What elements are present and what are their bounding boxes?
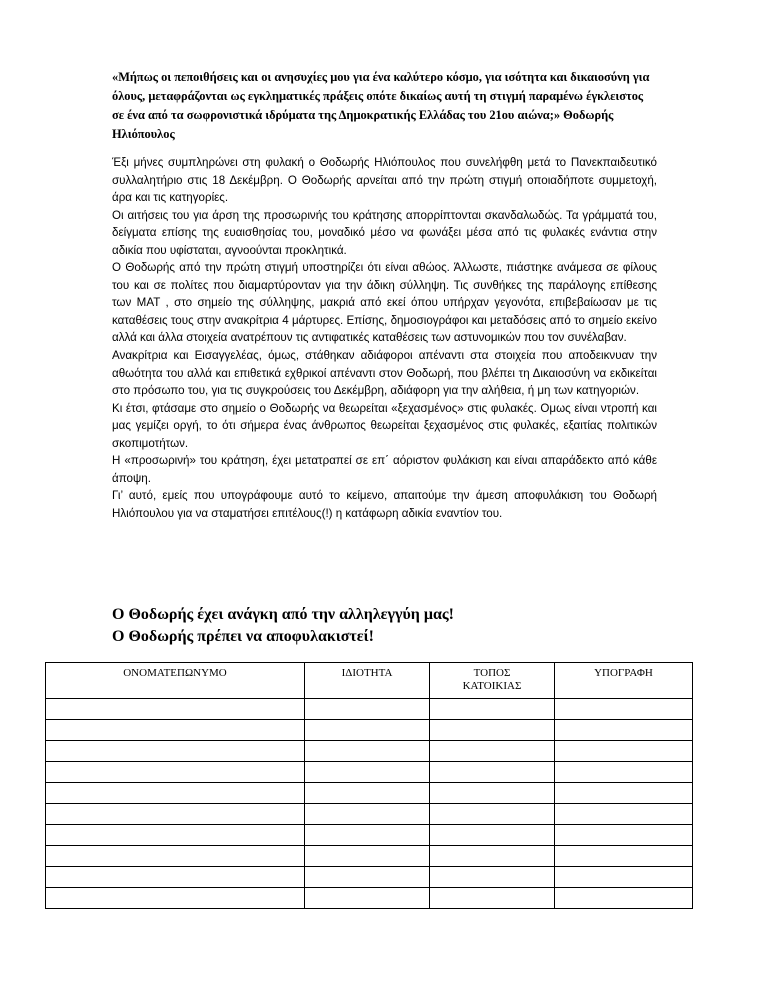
- table-cell: [305, 741, 430, 762]
- table-cell: [305, 783, 430, 804]
- table-cell: [430, 741, 555, 762]
- paragraph: Οι αιτήσεις του για άρση της προσωρινής του κράτησης απορρίπτονται σκανδαλωδώς. Τα γράμματά του, δείγματα επίσης της ευαισθησίας του, μοναδικό μέσο να φωνάξει μέσα από τις φυλακές ενάντια στην αδικία που υφίσταται, αγνοούνται προκλητικά.: [112, 208, 657, 257]
- table-cell: [305, 846, 430, 867]
- column-header-name: ΟΝΟΜΑΤΕΠΩΝΥΜΟ: [46, 663, 305, 699]
- column-header-residence: [430, 663, 555, 699]
- table-cell: [305, 867, 430, 888]
- table-cell: [305, 720, 430, 741]
- table-cell: [555, 762, 693, 783]
- table-row: [46, 888, 693, 909]
- column-header-residence-label: ΤΟΠΟΣ ΚΑΤΟΙΚΙΑΣ: [462, 667, 522, 692]
- table-cell: [305, 762, 430, 783]
- paragraph: Η «προσωρινή» του κράτηση, έχει μετατραπεί σε επ΄ αόριστον φυλάκιση και είναι απαράδεκτο από κάθε άποψη.: [112, 454, 657, 485]
- table-cell: [46, 888, 305, 909]
- table-cell: [46, 720, 305, 741]
- table-cell: [305, 804, 430, 825]
- table-cell: [305, 888, 430, 909]
- table-cell: [430, 720, 555, 741]
- table-cell: [46, 867, 305, 888]
- table-cell: [430, 846, 555, 867]
- table-cell: [430, 762, 555, 783]
- table-cell: [555, 825, 693, 846]
- table-row: [46, 762, 693, 783]
- table-cell: [46, 804, 305, 825]
- table-row: [46, 846, 693, 867]
- table-cell: [430, 825, 555, 846]
- table-cell: [555, 867, 693, 888]
- column-header-occupation: ΙΔΙΟΤΗΤΑ: [305, 663, 430, 699]
- table-row: [46, 720, 693, 741]
- opening-quote: «Μήπως οι πεποιθήσεις και οι ανησυχίες μου για ένα καλύτερο κόσμο, για ισότητα και δικαιοσύνη για όλους, μεταφράζονται ως εγκληματικές πράξεις οπότε δικαίως αυτή τη στιγμή παραμένω έγκλειστος σε ένα από τα σωφρονιστικά ιδρύματα της Δημοκρατικής Ελλάδας του 21ου αιώνα;» Θοδωρής Ηλιόπουλος: [112, 70, 650, 141]
- paragraph: Κι έτσι, φτάσαμε στο σημείο ο Θοδωρής να θεωρείται «ξεχασμένος» στις φυλακές. Ομως είναι ντροπή και μας γεμίζει οργή, το ότι σήμερα ένας άνθρωπος θεωρείται ξεχασμένος στις φυλακές, εξαιτίας πολιτικών σκοπιμοτήτων.: [112, 401, 657, 450]
- table-cell: [555, 888, 693, 909]
- table-cell: [555, 741, 693, 762]
- table-row: [46, 699, 693, 720]
- table-cell: [46, 699, 305, 720]
- table-cell: [430, 699, 555, 720]
- table-cell: [555, 783, 693, 804]
- table-row: [46, 783, 693, 804]
- column-header-signature: ΥΠΟΓΡΑΦΗ: [555, 663, 693, 699]
- table-cell: [555, 699, 693, 720]
- table-cell: [305, 699, 430, 720]
- table-cell: [430, 867, 555, 888]
- signature-table: [45, 662, 693, 909]
- table-row: [46, 867, 693, 888]
- headline-block: [112, 604, 672, 648]
- table-cell: [46, 762, 305, 783]
- table-cell: [305, 825, 430, 846]
- table-cell: [46, 783, 305, 804]
- table-cell: [555, 720, 693, 741]
- table-cell: [430, 888, 555, 909]
- table-cell: [430, 783, 555, 804]
- paragraph: Γι’ αυτό, εμείς που υπογράφουμε αυτό το κείμενο, απαιτούμε την άμεση αποφυλάκιση του Θοδωρή Ηλιόπουλου για να σταματήσει επιτέλους(!) η κατάφωρη αδικία εναντίον του.: [112, 489, 657, 520]
- table-cell: [555, 804, 693, 825]
- table-cell: [46, 741, 305, 762]
- table-row: [46, 804, 693, 825]
- signature-rows: [46, 699, 693, 909]
- headline-release: Ο Θοδωρής πρέπει να αποφυλακιστεί!: [112, 628, 374, 645]
- paragraph: Ανακρίτρια και Εισαγγελέας, όμως, στάθηκαν αδιάφοροι απέναντι στα στοιχεία που αποδεικνυαν την αθωότητα του αλλά και επιθετικά εχθρικοί απέναντι στον Θοδωρή, που βλέπει τη Δικαιοσύνη να εκδικείται στο πρόσωπο του, για τις συγκρούσεις του Δεκέμβρη, αδιάφορη για την αλήθεια, ή μη των κατηγοριών.: [112, 349, 657, 398]
- table-cell: [46, 846, 305, 867]
- table-row: [46, 741, 693, 762]
- table-cell: [430, 804, 555, 825]
- paragraph: Ο Θοδωρής από την πρώτη στιγμή υποστηρίζει ότι είναι αθώος. Άλλωστε, πιάστηκε ανάμεσα σε φίλους του και σε πολίτες που διαμαρτύρονταν για την άδικη σύλληψη. Τις συνθήκες της παράλογης επίθεσης των ΜΑΤ , στο σημείο της σύλληψης, μακριά από εκεί όπου υπήρχαν γεγονότα, επιβεβαίωσαν με τις καταθέσεις τους στην ανακρίτρια 4 μάρτυρες. Επίσης, δημοσιογράφοι και μεταδόσεις από το σημείο εκείνο αλλά και άλλα στοιχεία ανατρέπουν τις αντιφατικές καταθέσεις των αστυνομικών που τον συνέλαβαν.: [112, 261, 657, 345]
- table-header-row: [46, 663, 693, 699]
- table-row: [46, 825, 693, 846]
- table-cell: [555, 846, 693, 867]
- table-cell: [46, 825, 305, 846]
- paragraph: Έξι μήνες συμπληρώνει στη φυλακή ο Θοδωρής Ηλιόπουλος που συνελήφθη μετά το Πανεκπαιδευτικό συλλαλητήριο στις 18 Δεκέμβρη. Ο Θοδωρής αρνείται από την πρώτη στιγμή οποιαδήποτε συμμετοχή, άρα και τις κατηγορίες.: [112, 156, 657, 205]
- body-text: [112, 154, 657, 522]
- headline-solidarity: Ο Θοδωρής έχει ανάγκη από την αλληλεγγύη μας!: [112, 606, 454, 623]
